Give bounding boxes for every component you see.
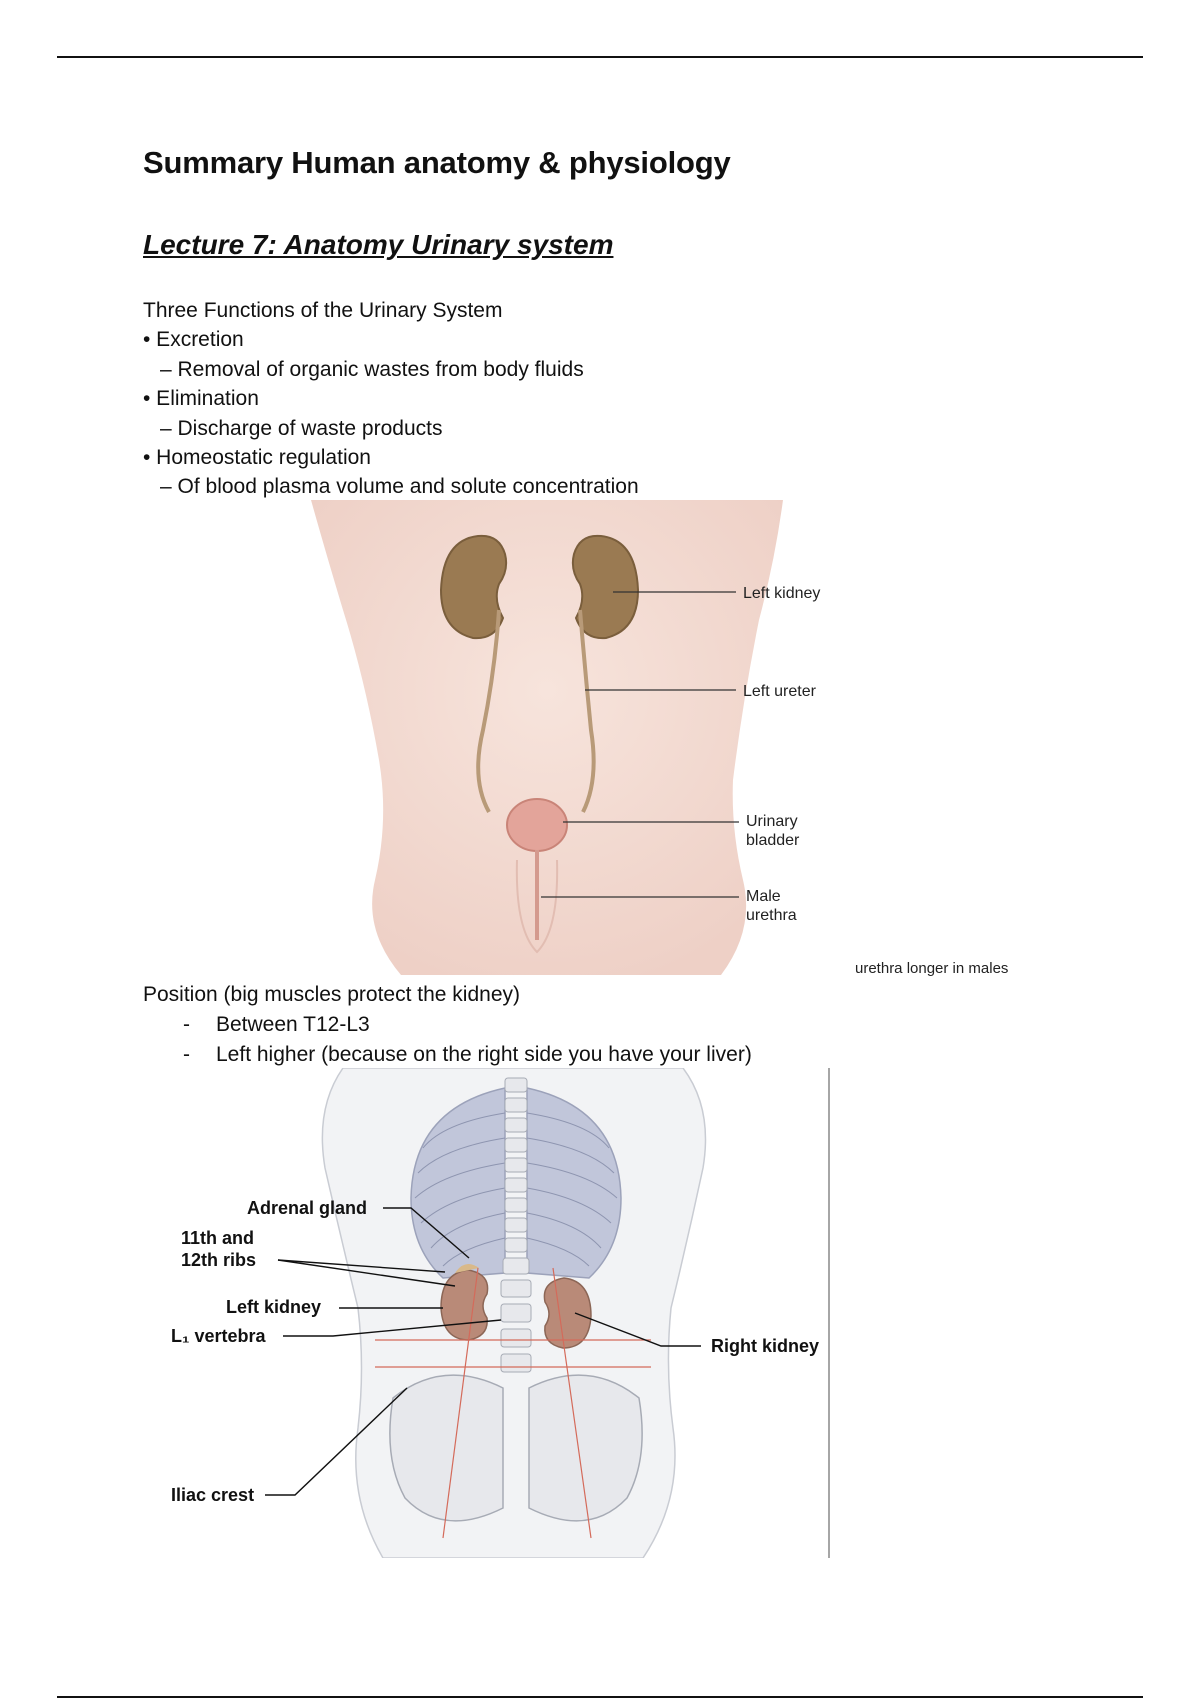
functions-heading: Three Functions of the Urinary System	[143, 299, 503, 322]
figure-note: urethra longer in males	[855, 960, 1009, 977]
function-detail: – Of blood plasma volume and solute concentration	[160, 475, 639, 499]
label-right-kidney: Right kidney	[711, 1336, 820, 1356]
label-left-kidney: Left kidney	[743, 585, 821, 602]
bottom-rule	[57, 1696, 1143, 1698]
label-male-urethra: Male	[746, 888, 781, 905]
label-urinary-bladder: Urinary	[746, 813, 798, 830]
label-adrenal-gland: Adrenal gland	[247, 1198, 368, 1218]
label-ribs: 12th ribs	[181, 1250, 257, 1270]
urinary-bladder-shape	[507, 799, 567, 851]
function-detail: – Discharge of waste products	[160, 416, 443, 440]
list-dash: -	[183, 1043, 190, 1066]
position-item-text: Between T12-L3	[216, 1013, 370, 1036]
label-l1-vertebra: L₁ vertebra	[171, 1326, 266, 1346]
left-kidney-shape	[441, 1270, 488, 1340]
position-heading: Position (big muscles protect the kidney)	[143, 983, 521, 1006]
lecture-title: Lecture 7: Anatomy Urinary system	[143, 229, 614, 260]
label-male-urethra: urethra	[746, 907, 797, 924]
position-item	[143, 1040, 752, 1070]
function-item-elimination: • Elimination	[143, 387, 259, 411]
function-item-homeostatic: • Homeostatic regulation	[143, 446, 371, 470]
kidney-position-figure	[143, 1068, 843, 1558]
torso-outline	[311, 500, 783, 975]
function-detail: – Removal of organic wastes from body fluids	[160, 357, 584, 381]
document-title: Summary Human anatomy & physiology	[143, 145, 731, 180]
position-item	[143, 1010, 752, 1040]
pelvis	[390, 1375, 503, 1521]
urinary-system-figure	[143, 500, 833, 975]
functions-section	[143, 296, 639, 502]
right-kidney-shape	[544, 1278, 591, 1348]
label-ribs: 11th and	[181, 1228, 255, 1248]
position-section	[143, 980, 752, 1070]
function-item-excretion: • Excretion	[143, 328, 244, 352]
label-left-kidney: Left kidney	[226, 1297, 322, 1317]
top-rule	[57, 56, 1143, 58]
label-iliac-crest: Iliac crest	[171, 1485, 255, 1505]
label-left-ureter: Left ureter	[743, 683, 816, 700]
label-urinary-bladder: bladder	[746, 832, 800, 849]
position-item-text: Left higher (because on the right side you have your liver)	[216, 1043, 752, 1066]
list-dash: -	[183, 1013, 190, 1036]
